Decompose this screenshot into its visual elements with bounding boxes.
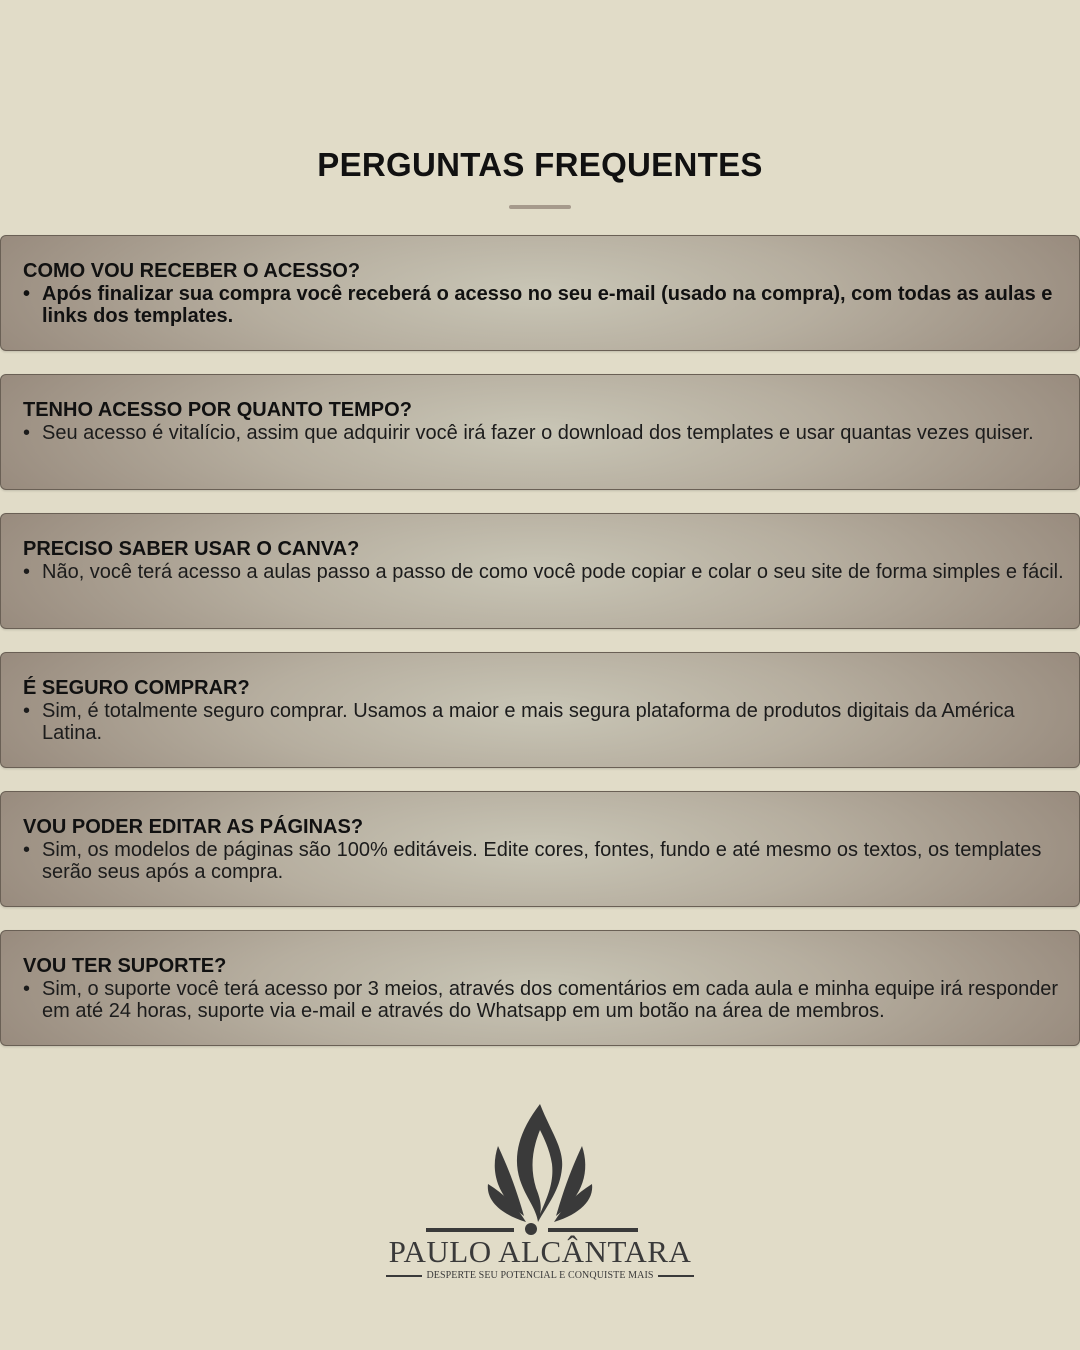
faq-question: COMO VOU RECEBER O ACESSO? [23,260,361,282]
faq-item [0,374,1080,490]
faq-question: PRECISO SABER USAR O CANVA? [23,538,360,560]
faq-answer-text: Sim, o suporte você terá acesso por 3 meios, através dos comentários em cada aula e minha equipe irá responder em até 24 horas, suporte via e-mail e através do Whatsapp em um botão na área de membros. [42,978,1059,1022]
faq-answer-text: Sim, é totalmente seguro comprar. Usamos a maior e mais segura plataforma de produtos digitais da América Latina. [42,700,1015,744]
bullet-icon: • [23,283,31,305]
title-divider [509,205,571,209]
bullet-icon: • [23,978,31,1000]
bullet-icon: • [23,422,31,444]
faq-item [0,235,1080,351]
bullet-icon: • [23,839,31,861]
faq-item [0,652,1080,768]
faq-answer [23,839,1065,883]
brand-tagline: DESPERTE SEU POTENCIAL E CONQUISTE MAIS [426,1270,654,1281]
faq-question: É SEGURO COMPRAR? [23,677,250,699]
faq-answer-text: Sim, os modelos de páginas são 100% editáveis. Edite cores, fontes, fundo e até mesmo os textos, os templates serão seus após a compra. [42,839,1042,883]
faq-answer [23,283,1065,327]
faq-answer [23,561,1065,583]
bullet-icon: • [23,561,31,583]
bullet-icon: • [23,700,31,722]
faq-question: VOU TER SUPORTE? [23,955,227,977]
faq-list [0,235,1080,1069]
brand-logo [0,1100,1080,1300]
tagline-divider [386,1275,422,1277]
page-title: PERGUNTAS FREQUENTES [317,146,763,183]
faq-answer-text: Após finalizar sua compra você receberá o acesso no seu e-mail (usado na compra), com todas as aulas e links dos templates. [42,283,1053,327]
brand-tagline-row [0,1270,1080,1281]
faq-question: VOU PODER EDITAR AS PÁGINAS? [23,816,364,838]
faq-answer [23,700,1065,744]
faq-answer-text: Seu acesso é vitalício, assim que adquirir você irá fazer o download dos templates e usar quantas vezes quiser. [42,422,1034,444]
faq-answer [23,422,1065,444]
tagline-divider [658,1275,694,1277]
faq-question: TENHO ACESSO POR QUANTO TEMPO? [23,399,412,421]
faq-item [0,930,1080,1046]
faq-item [0,791,1080,907]
faq-answer [23,978,1065,1022]
faq-item [0,513,1080,629]
brand-name: PAULO ALCÂNTARA [388,1234,692,1269]
faq-answer-text: Não, você terá acesso a aulas passo a passo de como você pode copiar e colar o seu site de forma simples e fácil. [42,561,1064,583]
flame-icon [0,1100,1080,1240]
